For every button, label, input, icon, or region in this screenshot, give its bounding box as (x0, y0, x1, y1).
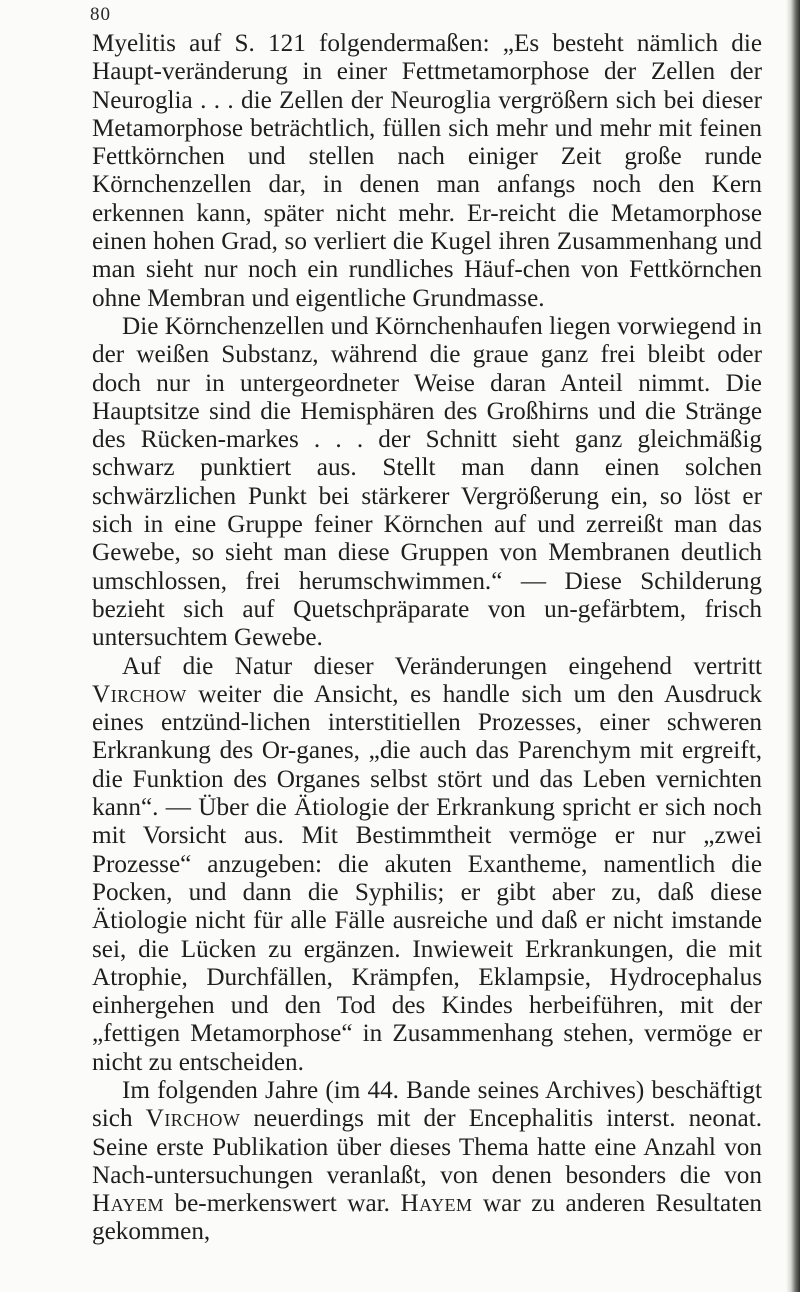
text-segment: Die Körnchenzellen und Körnchenhaufen liegen vorwiegend in der weißen Substanz, während die graue ganz frei bleibt oder doch nur in untergeordneter Weise daran Anteil nimmt. Die Hauptsitze sind die Hemisphären des Großhirns und die Stränge des Rücken-markes . . . der Schnitt sieht ganz gleichmäßig schwarz punktiert aus. Stellt man dann einen solchen schwärzlichen Punkt bei stärkerer Vergrößerung ein, so löst er sich in eine Gruppe feiner Körnchen auf und zerreißt man das Gewebe, so sieht man diese Gruppen von Membranen deutlich umschlossen, frei herumschwimmen.“ — Diese Schilderung bezieht sich auf Quetschpräparate von un-gefärbtem, frisch untersuchtem Gewebe. (92, 312, 762, 652)
text-segment: war zu anderen Resultaten gekommen, (92, 1190, 763, 1246)
text-segment: Myelitis auf S. 121 folgendermaßen: „Es besteht nämlich die Haupt-veränderung in einer Fettmetamorphose der Zellen der Neuroglia . . . die Zellen der Neuroglia vergrößern sich bei dieser Metamorphose beträchtlich, füllen sich mehr und mehr mit feinen Fettkörnchen und stellen nach einiger Zeit große runde Körnchenzellen dar, in denen man anfangs noch den Kern erkennen kann, später nicht mehr. Er-reicht die Metamorphose einen hohen Grad, so verliert die Kugel ihren Zusammenhang und man sieht nur noch ein rundliches Häuf-chen von Fettkörnchen ohne Membran und eigentliche Grundmasse. (92, 30, 762, 312)
author-name: Virchow (92, 680, 187, 708)
text-segment: weiter die Ansicht, es handle sich um den Ausdruck eines entzünd-lichen interstitiellen Prozesses, einer schweren Erkrankung des Or-ganes, „die auch das Parenchym mit ergreift, die Funktion des Organes selbst stört und das Leben vernichten kann“. — Über die Ätiologie der Erkrankung spricht er sich noch mit Vorsicht aus. Mit Bestimmtheit vermöge er nur „zwei Prozesse“ anzugeben: die akuten Exantheme, namentlich die Pocken, und dann die Syphilis; er gibt aber zu, daß diese Ätiologie nicht für alle Fälle ausreiche und daß er nicht imstande sei, die Lücken zu ergänzen. Inwieweit Erkrankungen, die mit Atrophie, Durchfällen, Krämpfen, Eklampsie, Hydrocephalus einhergehen und den Tod des Kindes herbeiführen, mit der „fettigen Metamorphose“ in Zusammenhang stehen, vermöge er nicht zu entscheiden. (92, 680, 762, 1076)
paragraph (92, 653, 762, 1077)
page-number: 80 (90, 4, 111, 25)
body-text (92, 30, 762, 1247)
paragraph (92, 313, 762, 653)
text-segment: neuerdings mit der Encephalitis interst. neonat. Seine erste Publikation über dieses Thema hatte eine Anzahl von Nach-untersuchungen veranlaßt, von denen besonders die von (92, 1105, 763, 1189)
text-segment: be-merkenswert war. (164, 1190, 401, 1218)
author-name: Hayem (92, 1190, 165, 1218)
text-segment: Im folgenden Jahre (im 44. Bande seines Archives) beschäftigt sich (92, 1076, 762, 1133)
page-binding-edge (786, 0, 800, 1292)
paragraph (92, 30, 762, 313)
text-segment: Auf die Natur dieser Veränderungen eingehend vertritt (122, 652, 762, 680)
author-name: Virchow (145, 1105, 241, 1133)
paragraph (92, 1077, 762, 1247)
author-name: Hayem (400, 1190, 473, 1218)
